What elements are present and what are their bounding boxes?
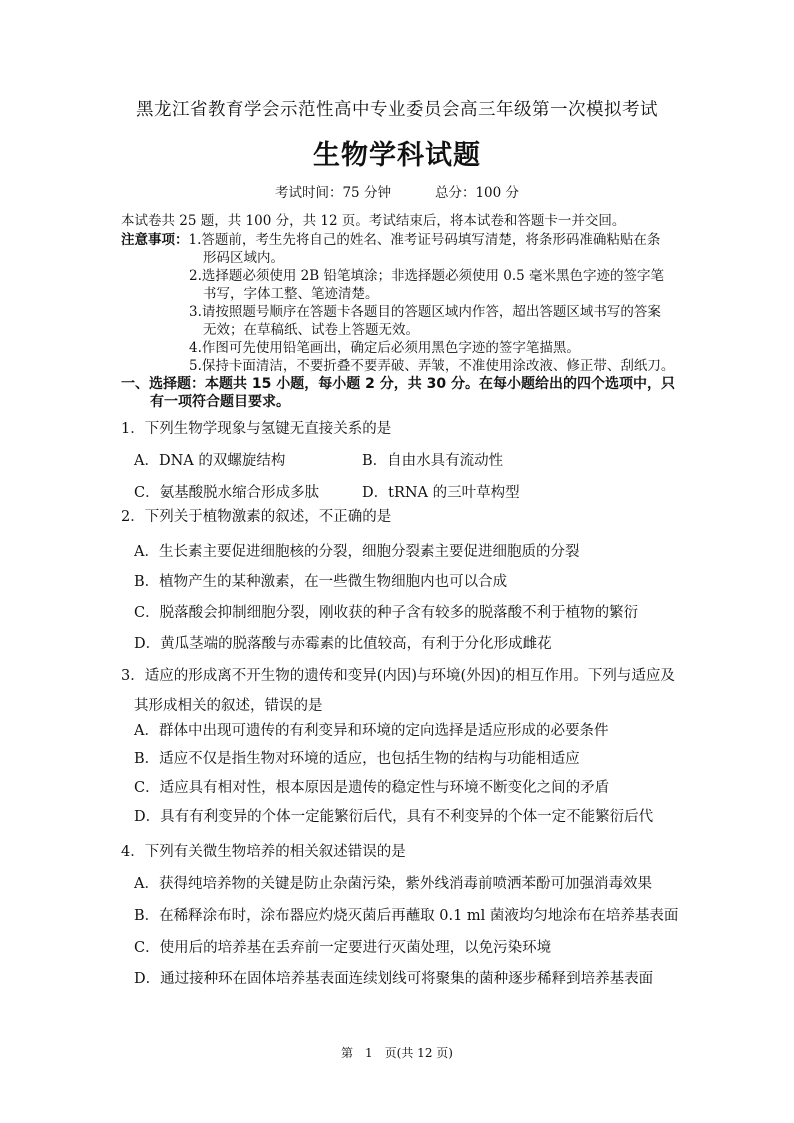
exam-header: 黑龙江省教育学会示范性高中专业委员会高三年级第一次模拟考试 xyxy=(136,100,658,120)
question-2-option-b: B．植物产生的某种激素，在一些微生物细胞内也可以合成 xyxy=(134,574,508,590)
question-1-option-a: A．DNA 的双螺旋结构 xyxy=(134,453,286,469)
question-4-stem: 4．下列有关微生物培养的相关叙述错误的是 xyxy=(121,844,406,860)
question-3-option-c: C．适应具有相对性，根本原因是遗传的稳定性与环境不断变化之间的矛盾 xyxy=(134,780,610,796)
notes-item-1-line1: 1.答题前，考生先将自己的姓名、准考证号码填写清楚，将条形码准确粘贴在条 xyxy=(188,232,661,248)
section-heading-line1: 一、选择题：本题共 15 小题，每小题 2 分，共 30 分。在每小题给出的四个选项中，只 xyxy=(121,376,675,392)
question-3-option-b: B．适应不仅是指生物对环境的适应，也包括生物的结构与功能相适应 xyxy=(134,751,580,767)
notes-item-1-line2: 形码区域内。 xyxy=(203,250,284,266)
question-1-option-d: D．tRNA 的三叶草构型 xyxy=(362,485,520,501)
question-4-option-d: D．通过接种环在固体培养基表面连续划线可将聚集的菌种逐步稀释到培养基表面 xyxy=(134,971,654,987)
question-3-stem: 3．适应的形成离不开生物的遗传和变异(内因)与环境(外因)的相互作用。下列与适应及 xyxy=(121,668,675,684)
total-score: 总分：100 分 xyxy=(434,185,520,201)
intro-text: 本试卷共 25 题，共 100 分，共 12 页。考试结束后，将本试卷和答题卡一并交回。 xyxy=(121,213,626,229)
notes-item-2-line2: 书写，字体工整、笔迹清楚。 xyxy=(203,286,379,302)
question-2-option-c: C．脱落酸会抑制细胞分裂，刚收获的种子含有较多的脱落酸不利于植物的繁衍 xyxy=(134,605,639,621)
notes-item-1 xyxy=(121,228,660,248)
question-2-option-d: D．黄瓜茎端的脱落酸与赤霉素的比值较高，有利于分化形成雌花 xyxy=(134,636,552,652)
exam-meta xyxy=(0,181,794,201)
page-footer: 第 1 页(共 12 页) xyxy=(341,1046,453,1060)
notes-label: 注意事项： xyxy=(121,232,189,248)
question-3-option-d: D．具有有利变异的个体一定能繁衍后代，具有不利变异的个体一定不能繁衍后代 xyxy=(134,809,654,825)
section-heading-line2: 有一项符合题目要求。 xyxy=(150,394,290,410)
question-1-option-c: C．氨基酸脱水缩合形成多肽 xyxy=(134,485,320,501)
page-title: 生物学科试题 xyxy=(313,140,481,171)
question-4-option-a: A．获得纯培养物的关键是防止杂菌污染，紫外线消毒前喷洒苯酚可加强消毒效果 xyxy=(134,876,652,892)
notes-item-3-line2: 无效；在草稿纸、试卷上答题无效。 xyxy=(203,322,419,338)
question-4-option-b: B．在稀释涂布时，涂布器应灼烧灭菌后再蘸取 0.1 ml 菌液均匀地涂布在培养基表面 xyxy=(134,908,679,924)
question-3-stem-continued: 其形成相关的叙述，错误的是 xyxy=(134,698,323,714)
question-2-option-a: A．生长素主要促进细胞核的分裂，细胞分裂素主要促进细胞质的分裂 xyxy=(134,544,580,560)
notes-item-4: 4.作图可先使用铅笔画出，确定后必须用黑色字迹的签字笔描黑。 xyxy=(189,340,580,356)
notes-item-5: 5.保持卡面清洁，不要折叠不要弄破、弄皱，不准使用涂改液、修正带、刮纸刀。 xyxy=(189,358,675,374)
notes-item-2-line1: 2.选择题必须使用 2B 铅笔填涂；非选择题必须使用 0.5 毫米黑色字迹的签字笔 xyxy=(189,268,665,284)
question-3-option-a: A．群体中出现可遗传的有利变异和环境的定向选择是适应形成的必要条件 xyxy=(134,723,609,739)
question-1-option-b: B．自由水具有流动性 xyxy=(362,453,504,469)
question-2-stem: 2．下列关于植物激素的叙述，不正确的是 xyxy=(121,509,392,525)
question-1-stem: 1．下列生物学现象与氢键无直接关系的是 xyxy=(121,421,392,437)
exam-time: 考试时间：75 分钟 xyxy=(274,185,391,201)
notes-item-3-line1: 3.请按照题号顺序在答题卡各题目的答题区域内作答，超出答题区域书写的答案 xyxy=(189,304,661,320)
question-4-option-c: C．使用后的培养基在丢弃前一定要进行灭菌处理，以免污染环境 xyxy=(134,940,552,956)
